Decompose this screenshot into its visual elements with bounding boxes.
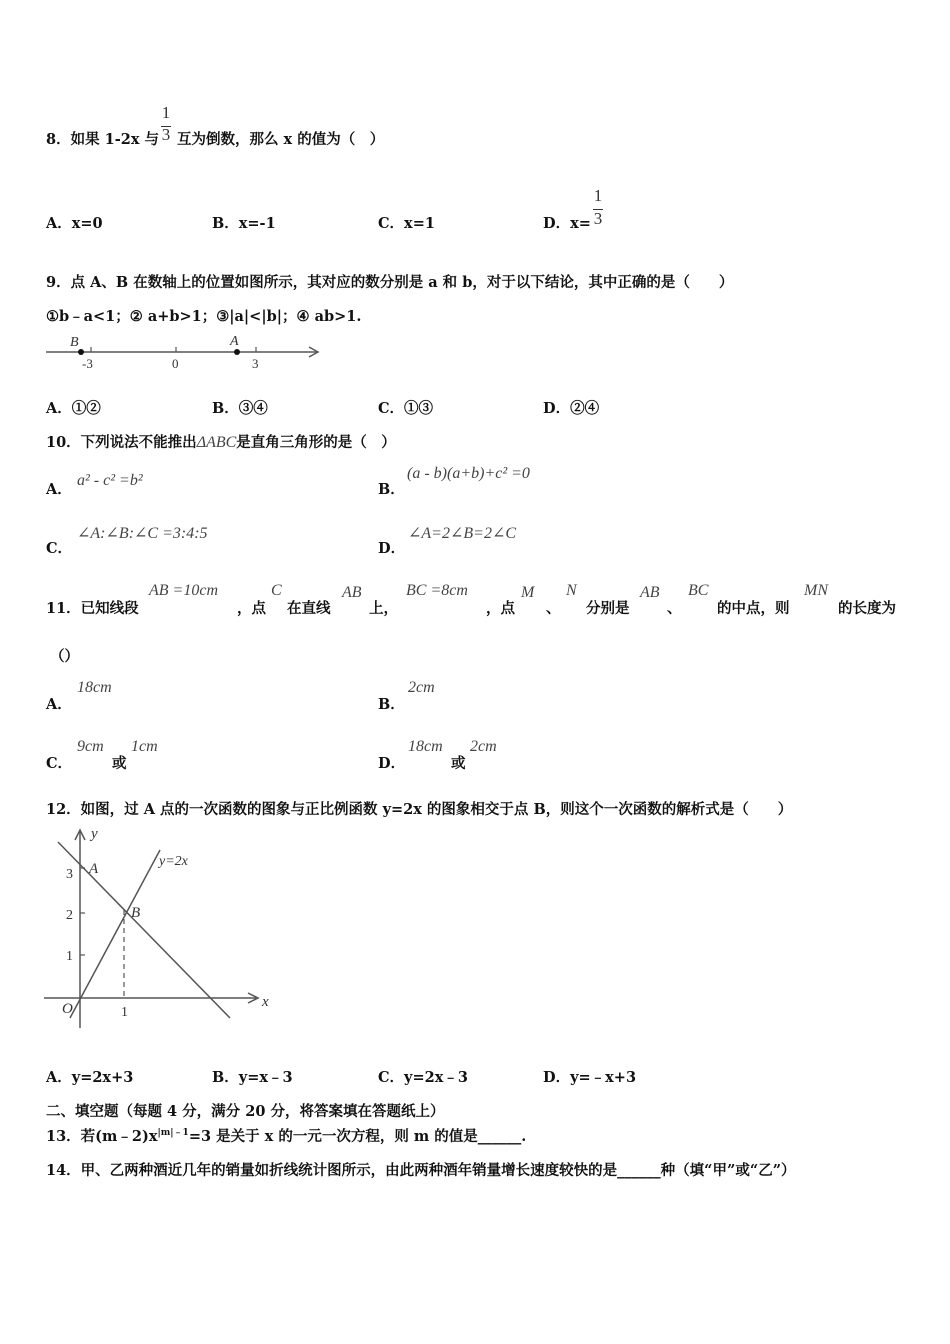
q11-option-c-value1: 9cm bbox=[77, 738, 104, 755]
q8-option-c[interactable]: C．x=1 bbox=[378, 215, 435, 232]
q13-text: 13．若$(m﹣2)x^{|m|﹣1}=3$ 是关于 x 的一元一次方程，则 m 的值是______. bbox=[46, 1128, 527, 1145]
q10-option-d-label[interactable]: D． bbox=[378, 540, 406, 557]
q11-option-a-value: 18cm bbox=[77, 679, 112, 696]
q11-math-bc: BC bbox=[688, 582, 709, 599]
q11-math-mn: MN bbox=[804, 582, 828, 599]
q9-option-c[interactable]: C．①③ bbox=[378, 400, 434, 417]
origin-label: O bbox=[62, 1001, 73, 1017]
q8-stem-a: 8．如果 1-2x 与 bbox=[46, 131, 160, 148]
q11-option-b-label[interactable]: B． bbox=[378, 696, 405, 713]
q11-option-c-label[interactable]: C． bbox=[46, 755, 73, 772]
q10-triangle-abc: ΔABC bbox=[196, 434, 237, 451]
q11-option-d-or: 或 bbox=[451, 755, 466, 772]
q10-option-c-formula: ∠A:∠B:∠C =3:4:5 bbox=[77, 525, 208, 542]
q10-option-d-formula: ∠A=2∠B=2∠C bbox=[408, 525, 517, 542]
q11-math-ab-2: AB bbox=[640, 584, 660, 601]
q11-option-c-or: 或 bbox=[112, 755, 127, 772]
q13-exponent: |m|﹣1 bbox=[157, 1128, 189, 1139]
q11-stem-part6: 、 bbox=[546, 600, 561, 617]
q8-fraction-numerator: 1 bbox=[161, 103, 171, 122]
q11-stem-part5: ，点 bbox=[486, 600, 515, 617]
q11-stem-part7: 分别是 bbox=[586, 600, 630, 617]
line-y-2x-label: y=2x bbox=[159, 854, 188, 869]
q11-math-c: C bbox=[271, 582, 282, 599]
q10-option-b-formula: (a - b)(a+b)+c² =0 bbox=[407, 465, 530, 482]
y-tick-label-1: 1 bbox=[66, 949, 73, 964]
q11-stem-part2: ，点 bbox=[237, 600, 266, 617]
tick-label-0: 0 bbox=[172, 356, 179, 371]
q8-option-b[interactable]: B．x=-1 bbox=[212, 215, 276, 232]
y-tick-label-2: 2 bbox=[66, 908, 73, 923]
q10-option-c-label[interactable]: C． bbox=[46, 540, 73, 557]
q10-option-b-label[interactable]: B． bbox=[378, 481, 405, 498]
q11-option-d-value1: 18cm bbox=[408, 738, 443, 755]
tick-label-neg3: -3 bbox=[82, 356, 93, 371]
tick-label-3: 3 bbox=[252, 356, 259, 371]
q10-option-a-formula: a² - c² =b² bbox=[77, 472, 143, 489]
q11-option-b-value: 2cm bbox=[408, 679, 435, 696]
q11-math-n: N bbox=[566, 582, 577, 599]
q11-stem-part1: 11．已知线段 bbox=[46, 600, 139, 617]
q8-option-d[interactable]: D．x= bbox=[543, 215, 591, 232]
q11-math-m: M bbox=[521, 584, 535, 601]
line-y-2x bbox=[70, 850, 160, 1018]
q12-option-c[interactable]: C．y=2x﹣3 bbox=[378, 1069, 468, 1086]
q8-stem-b: 互为倒数，那么 x 的值为（ ） bbox=[177, 131, 385, 148]
q10-stem: 10．下列说法不能推出ΔABC是直角三角形的是（ ） bbox=[46, 434, 396, 451]
q11-stem-part8: 、 bbox=[667, 600, 682, 617]
q11-math-bc-8cm: BC =8cm bbox=[406, 582, 468, 599]
q11-option-c-value2: 1cm bbox=[131, 738, 158, 755]
q11-stem-part11: （） bbox=[50, 648, 79, 665]
q11-stem-part3: 在直线 bbox=[287, 600, 331, 617]
q11-math-ab-10cm: AB =10cm bbox=[149, 582, 218, 599]
q11-stem-part9: 的中点，则 bbox=[717, 600, 790, 617]
q11-option-a-label[interactable]: A． bbox=[46, 696, 72, 713]
q8-d-fraction-numerator: 1 bbox=[593, 186, 603, 205]
q9-stem: 9．点 A、B 在数轴上的位置如图所示，其对应的数分别是 a 和 b，对于以下结论，其中正确的是（ ） bbox=[46, 274, 734, 291]
q12-option-d[interactable]: D．y=﹣x+3 bbox=[543, 1069, 637, 1086]
q14-text: 14．甲、乙两种酒近几年的销量如折线统计图所示，由此两种酒年销量增长速度较快的是______种（填“甲”或“乙”） bbox=[46, 1162, 796, 1179]
q8-option-a[interactable]: A．x=0 bbox=[46, 215, 103, 232]
q10-option-a-label[interactable]: A． bbox=[46, 481, 72, 498]
q9-option-d[interactable]: D．②④ bbox=[543, 400, 600, 417]
q8-fraction-denominator: 3 bbox=[161, 125, 171, 144]
q9-number-line bbox=[44, 333, 324, 373]
point-b-dot bbox=[78, 349, 84, 355]
q8-d-fraction-denominator: 3 bbox=[593, 209, 603, 228]
q12-stem: 12．如图，过 A 点的一次函数的图象与正比例函数 y=2x 的图象相交于点 B，则这个一次函数的解析式是（ ） bbox=[46, 801, 793, 818]
y-tick-label-3: 3 bbox=[66, 867, 73, 882]
q11-option-d-label[interactable]: D． bbox=[378, 755, 406, 772]
point-a-label: A bbox=[89, 861, 99, 877]
q12-option-b[interactable]: B．y=x﹣3 bbox=[212, 1069, 293, 1086]
x-axis-label: x bbox=[262, 994, 269, 1010]
point-b-label: B bbox=[70, 335, 79, 350]
x-tick-label-1: 1 bbox=[121, 1005, 128, 1020]
q11-stem-part10: 的长度为 bbox=[838, 600, 896, 617]
q11-option-d-value2: 2cm bbox=[470, 738, 497, 755]
point-b-label: B bbox=[131, 905, 141, 921]
point-a-dot bbox=[234, 349, 240, 355]
section2-title: 二、填空题（每题 4 分，满分 20 分，将答案填在答题纸上） bbox=[46, 1103, 445, 1120]
q9-conclusions: ①b﹣a<1；② a+b>1；③|a|<|b|；④ ab>1. bbox=[46, 308, 362, 325]
q11-math-ab: AB bbox=[342, 584, 362, 601]
y-axis-label: y bbox=[91, 826, 98, 842]
q11-stem-part4: 上， bbox=[369, 600, 398, 617]
q12-option-a[interactable]: A．y=2x+3 bbox=[46, 1069, 134, 1086]
q9-option-b[interactable]: B．③④ bbox=[212, 400, 268, 417]
q9-option-a[interactable]: A．①② bbox=[46, 400, 101, 417]
q12-graph bbox=[40, 820, 280, 1040]
point-a-label: A bbox=[230, 334, 239, 349]
